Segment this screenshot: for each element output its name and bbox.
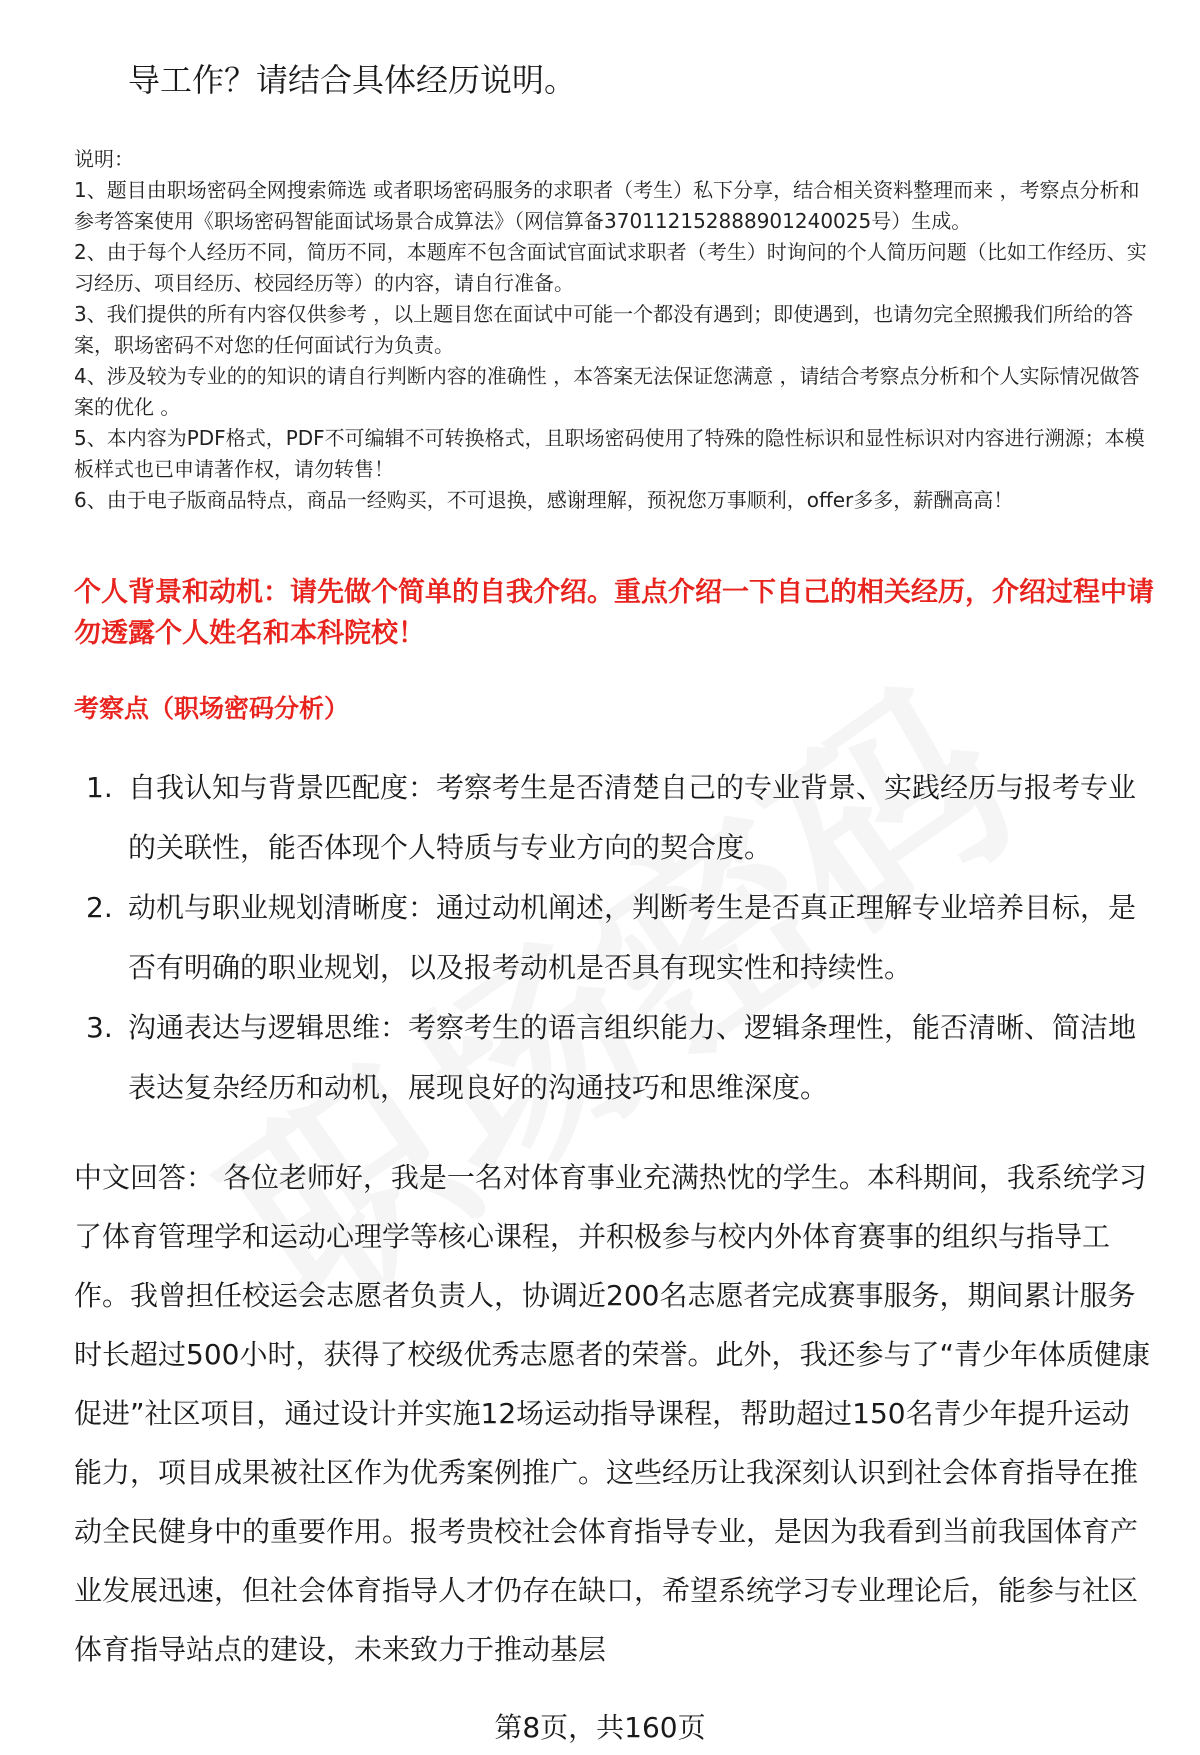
point-number: 1. [86, 771, 113, 804]
note-item: 3、我们提供的所有内容仅供参考 ，以上题目您在面试中可能一个都没有遇到；即使遇到，也请勿完全照搬我们所给的答案，职场密码不对您的任何面试行为负责。 [74, 302, 1134, 357]
point-number: 2. [86, 891, 113, 924]
question-title: 个人背景和动机：请先做个简单的自我介绍。重点介绍一下自己的相关经历，介绍过程中请勿透露个人姓名和本科院校！ [74, 577, 1154, 649]
point-text: 沟通表达与逻辑思维：考察考生的语言组织能力、逻辑条理性，能否清晰、简洁地表达复杂经历和动机，展现良好的沟通技巧和思维深度。 [128, 1011, 1137, 1104]
point-number: 3. [86, 1011, 113, 1044]
notes-section [74, 144, 1154, 516]
point-text: 动机与职业规划清晰度：通过动机阐述，判断考生是否真正理解专业培养目标，是否有明确的职业规划，以及报考动机是否具有现实性和持续性。 [128, 891, 1137, 984]
point-text: 自我认知与背景匹配度：考察考生是否清楚自己的专业背景、实践经历与报考专业的关联性，能否体现个人特质与专业方向的契合度。 [128, 771, 1137, 864]
analysis-point [86, 758, 1146, 878]
note-item: 6、由于电子版商品特点，商品一经购买，不可退换，感谢理解，预祝您万事顺利，offer多多，薪酬高高！ [74, 488, 1014, 512]
continued-question: 导工作？请结合具体经历说明。 [128, 61, 577, 99]
note-item: 4、涉及较为专业的的知识的请自行判断内容的准确性 ，本答案无法保证您满意 ，请结合考察点分析和个人实际情况做答案的优化 。 [74, 364, 1140, 419]
analysis-points [86, 758, 1146, 1118]
page-footer: 第8页，共160页 [494, 1711, 706, 1744]
answer-paragraph [74, 1148, 1152, 1679]
note-item: 1、题目由职场密码全网搜索筛选 或者职场密码服务的求职者（考生）私下分享，结合相关资料整理而来 ，考察点分析和参考答案使用《职场密码智能面试场景合成算法》（网信算备370112152888901240025号）生成。 [74, 178, 1140, 233]
answer-text: 各位老师好，我是一名对体育事业充满热忱的学生。本科期间，我系统学习了体育管理学和运动心理学等核心课程，并积极参与校内外体育赛事的组织与指导工作。我曾担任校运会志愿者负责人，协调近200名志愿者完成赛事服务，期间累计服务时长超过500小时，获得了校级优秀志愿者的荣誉。此外，我还参与了“青少年体质健康促进”社区项目，通过设计并实施12场运动指导课程，帮助超过150名青少年提升运动能力，项目成果被社区作为优秀案例推广。这些经历让我深刻认识到社会体育指导在推动全民健身中的重要作用。报考贵校社会体育指导专业，是因为我看到当前我国体育产业发展迅速，但社会体育指导人才仍存在缺口，希望系统学习专业理论后，能参与社区体育指导站点的建设，未来致力于推动基层 [74, 1161, 1150, 1666]
analysis-point [86, 998, 1146, 1118]
notes-heading: 说明： [74, 147, 134, 171]
answer-label: 中文回答： [74, 1161, 215, 1194]
analysis-point [86, 878, 1146, 998]
note-item: 2、由于每个人经历不同，简历不同，本题库不包含面试官面试求职者（考生）时询问的个人简历问题（比如工作经历、实习经历、项目经历、校园经历等）的内容，请自行准备。 [74, 240, 1147, 295]
analysis-title: 考察点（职场密码分析） [74, 694, 350, 723]
note-item: 5、本内容为PDF格式，PDF不可编辑不可转换格式，且职场密码使用了特殊的隐性标识和显性标识对内容进行溯源；本模板样式也已申请著作权，请勿转售！ [74, 426, 1145, 481]
